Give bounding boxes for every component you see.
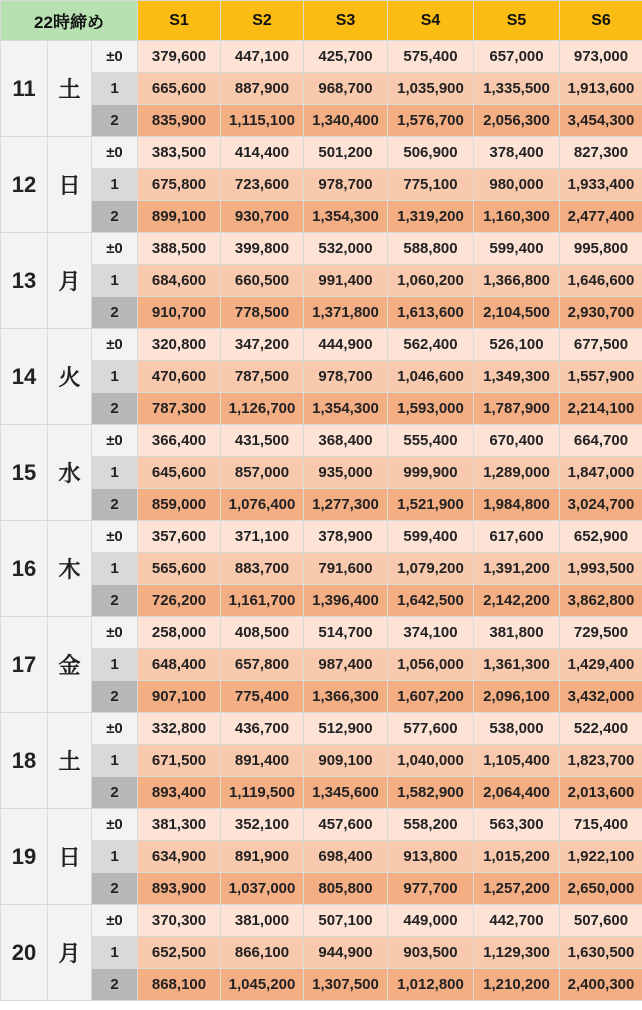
column-header-s4: S4 (388, 1, 474, 41)
value-cell: 1,345,600 (304, 777, 388, 809)
level-label: ±0 (92, 905, 138, 937)
value-cell: 1,015,200 (474, 841, 560, 873)
value-cell: 698,400 (304, 841, 388, 873)
value-cell: 1,035,900 (388, 73, 474, 105)
value-cell: 577,600 (388, 713, 474, 745)
value-cell: 588,800 (388, 233, 474, 265)
level-label: 1 (92, 265, 138, 297)
table-row (1, 937, 642, 969)
value-cell: 729,500 (560, 617, 642, 649)
value-cell: 379,600 (138, 41, 221, 73)
value-cell: 1,161,700 (221, 585, 304, 617)
value-cell: 1,319,200 (388, 201, 474, 233)
value-cell: 913,800 (388, 841, 474, 873)
value-cell: 887,900 (221, 73, 304, 105)
table-row (1, 969, 642, 1001)
table-row (1, 105, 642, 137)
value-cell: 835,900 (138, 105, 221, 137)
value-cell: 684,600 (138, 265, 221, 297)
level-label: 1 (92, 841, 138, 873)
value-cell: 1,429,400 (560, 649, 642, 681)
value-cell: 383,500 (138, 137, 221, 169)
day-weekday: 日 (48, 137, 92, 233)
table-row (1, 713, 642, 745)
value-cell: 866,100 (221, 937, 304, 969)
table-row (1, 425, 642, 457)
value-cell: 3,024,700 (560, 489, 642, 521)
level-label: 2 (92, 105, 138, 137)
level-label: 1 (92, 457, 138, 489)
value-cell: 787,500 (221, 361, 304, 393)
value-cell: 670,400 (474, 425, 560, 457)
value-cell: 617,600 (474, 521, 560, 553)
value-cell: 677,500 (560, 329, 642, 361)
value-cell: 883,700 (221, 553, 304, 585)
value-cell: 1,371,800 (304, 297, 388, 329)
value-cell: 425,700 (304, 41, 388, 73)
value-cell: 1,933,400 (560, 169, 642, 201)
day-date: 16 (1, 521, 48, 617)
value-cell: 930,700 (221, 201, 304, 233)
value-cell: 565,600 (138, 553, 221, 585)
value-cell: 857,000 (221, 457, 304, 489)
value-cell: 978,700 (304, 361, 388, 393)
table-row (1, 489, 642, 521)
table-row (1, 329, 642, 361)
value-cell: 507,600 (560, 905, 642, 937)
table-row (1, 617, 642, 649)
value-cell: 968,700 (304, 73, 388, 105)
day-date: 12 (1, 137, 48, 233)
value-cell: 935,000 (304, 457, 388, 489)
table-row (1, 553, 642, 585)
value-cell: 1,847,000 (560, 457, 642, 489)
table-body (1, 41, 642, 1001)
level-label: 1 (92, 745, 138, 777)
value-cell: 634,900 (138, 841, 221, 873)
value-cell: 987,400 (304, 649, 388, 681)
value-cell: 1,823,700 (560, 745, 642, 777)
table-row (1, 73, 642, 105)
day-weekday: 土 (48, 713, 92, 809)
day-date: 13 (1, 233, 48, 329)
table-row (1, 361, 642, 393)
table-row (1, 521, 642, 553)
value-cell: 1,646,600 (560, 265, 642, 297)
value-cell: 332,800 (138, 713, 221, 745)
value-cell: 1,210,200 (474, 969, 560, 1001)
level-label: 1 (92, 169, 138, 201)
value-cell: 381,000 (221, 905, 304, 937)
value-cell: 371,100 (221, 521, 304, 553)
level-label: 2 (92, 393, 138, 425)
table-row (1, 809, 642, 841)
cutoff-label: 22時締め (1, 1, 138, 41)
value-cell: 1,354,300 (304, 393, 388, 425)
table-row (1, 649, 642, 681)
value-cell: 399,800 (221, 233, 304, 265)
value-cell: 514,700 (304, 617, 388, 649)
value-cell: 1,593,000 (388, 393, 474, 425)
value-cell: 1,787,900 (474, 393, 560, 425)
value-cell: 442,700 (474, 905, 560, 937)
level-label: ±0 (92, 41, 138, 73)
value-cell: 980,000 (474, 169, 560, 201)
day-weekday: 土 (48, 41, 92, 137)
day-date: 15 (1, 425, 48, 521)
value-cell: 501,200 (304, 137, 388, 169)
value-cell: 791,600 (304, 553, 388, 585)
value-cell: 357,600 (138, 521, 221, 553)
level-label: ±0 (92, 233, 138, 265)
value-cell: 1,060,200 (388, 265, 474, 297)
level-label: 2 (92, 873, 138, 905)
value-cell: 1,984,800 (474, 489, 560, 521)
value-cell: 1,076,400 (221, 489, 304, 521)
value-cell: 978,700 (304, 169, 388, 201)
level-label: 2 (92, 777, 138, 809)
value-cell: 903,500 (388, 937, 474, 969)
value-cell: 512,900 (304, 713, 388, 745)
value-cell: 447,100 (221, 41, 304, 73)
value-cell: 2,096,100 (474, 681, 560, 713)
value-cell: 370,300 (138, 905, 221, 937)
level-label: 2 (92, 201, 138, 233)
value-cell: 1,340,400 (304, 105, 388, 137)
value-cell: 444,900 (304, 329, 388, 361)
value-cell: 652,900 (560, 521, 642, 553)
value-cell: 378,900 (304, 521, 388, 553)
value-cell: 457,600 (304, 809, 388, 841)
day-weekday: 月 (48, 233, 92, 329)
value-cell: 563,300 (474, 809, 560, 841)
value-cell: 2,142,200 (474, 585, 560, 617)
value-cell: 977,700 (388, 873, 474, 905)
table-row (1, 233, 642, 265)
table-row (1, 137, 642, 169)
value-cell: 1,913,600 (560, 73, 642, 105)
table-row (1, 265, 642, 297)
level-label: ±0 (92, 329, 138, 361)
value-cell: 2,214,100 (560, 393, 642, 425)
value-cell: 1,079,200 (388, 553, 474, 585)
value-cell: 378,400 (474, 137, 560, 169)
table-row (1, 681, 642, 713)
value-cell: 1,396,400 (304, 585, 388, 617)
value-cell: 665,600 (138, 73, 221, 105)
value-cell: 352,100 (221, 809, 304, 841)
level-label: 2 (92, 681, 138, 713)
value-cell: 374,100 (388, 617, 474, 649)
value-cell: 258,000 (138, 617, 221, 649)
day-weekday: 木 (48, 521, 92, 617)
value-cell: 1,576,700 (388, 105, 474, 137)
level-label: 2 (92, 969, 138, 1001)
value-cell: 909,100 (304, 745, 388, 777)
value-cell: 660,500 (221, 265, 304, 297)
value-cell: 775,400 (221, 681, 304, 713)
value-cell: 991,400 (304, 265, 388, 297)
level-label: ±0 (92, 425, 138, 457)
column-header-s2: S2 (221, 1, 304, 41)
value-cell: 657,000 (474, 41, 560, 73)
level-label: ±0 (92, 137, 138, 169)
value-cell: 999,900 (388, 457, 474, 489)
table-row (1, 841, 642, 873)
value-cell: 562,400 (388, 329, 474, 361)
value-cell: 787,300 (138, 393, 221, 425)
table-row (1, 905, 642, 937)
value-cell: 1,366,800 (474, 265, 560, 297)
day-weekday: 水 (48, 425, 92, 521)
value-cell: 1,119,500 (221, 777, 304, 809)
value-cell: 648,400 (138, 649, 221, 681)
column-header-s5: S5 (474, 1, 560, 41)
table-row (1, 41, 642, 73)
day-date: 11 (1, 41, 48, 137)
table-row (1, 777, 642, 809)
day-date: 18 (1, 713, 48, 809)
value-cell: 2,104,500 (474, 297, 560, 329)
value-cell: 1,607,200 (388, 681, 474, 713)
day-date: 19 (1, 809, 48, 905)
day-date: 20 (1, 905, 48, 1001)
day-weekday: 火 (48, 329, 92, 425)
value-cell: 778,500 (221, 297, 304, 329)
header-row (1, 1, 642, 41)
value-cell: 2,013,600 (560, 777, 642, 809)
value-cell: 1,045,200 (221, 969, 304, 1001)
day-weekday: 金 (48, 617, 92, 713)
table-row (1, 745, 642, 777)
value-cell: 532,000 (304, 233, 388, 265)
value-cell: 1,046,600 (388, 361, 474, 393)
value-cell: 538,000 (474, 713, 560, 745)
value-cell: 1,289,000 (474, 457, 560, 489)
column-header-s1: S1 (138, 1, 221, 41)
level-label: 1 (92, 361, 138, 393)
value-cell: 1,335,500 (474, 73, 560, 105)
value-cell: 3,862,800 (560, 585, 642, 617)
value-cell: 449,000 (388, 905, 474, 937)
value-cell: 723,600 (221, 169, 304, 201)
value-cell: 907,100 (138, 681, 221, 713)
value-cell: 1,037,000 (221, 873, 304, 905)
value-cell: 1,160,300 (474, 201, 560, 233)
table-row (1, 585, 642, 617)
table-row (1, 393, 642, 425)
value-cell: 414,400 (221, 137, 304, 169)
value-cell: 805,800 (304, 873, 388, 905)
value-cell: 891,400 (221, 745, 304, 777)
value-cell: 1,349,300 (474, 361, 560, 393)
value-cell: 973,000 (560, 41, 642, 73)
value-cell: 381,800 (474, 617, 560, 649)
level-label: ±0 (92, 521, 138, 553)
value-cell: 1,056,000 (388, 649, 474, 681)
value-cell: 1,105,400 (474, 745, 560, 777)
value-cell: 3,454,300 (560, 105, 642, 137)
value-cell: 575,400 (388, 41, 474, 73)
value-cell: 558,200 (388, 809, 474, 841)
level-label: 2 (92, 489, 138, 521)
day-weekday: 月 (48, 905, 92, 1001)
table-row (1, 873, 642, 905)
column-header-s3: S3 (304, 1, 388, 41)
value-cell: 2,056,300 (474, 105, 560, 137)
value-cell: 1,366,300 (304, 681, 388, 713)
level-label: 1 (92, 649, 138, 681)
table-row (1, 457, 642, 489)
value-cell: 1,040,000 (388, 745, 474, 777)
value-cell: 320,800 (138, 329, 221, 361)
value-cell: 388,500 (138, 233, 221, 265)
value-cell: 599,400 (388, 521, 474, 553)
day-date: 14 (1, 329, 48, 425)
value-cell: 431,500 (221, 425, 304, 457)
value-cell: 1,012,800 (388, 969, 474, 1001)
value-cell: 891,900 (221, 841, 304, 873)
value-cell: 675,800 (138, 169, 221, 201)
value-cell: 715,400 (560, 809, 642, 841)
value-cell: 2,650,000 (560, 873, 642, 905)
value-cell: 1,277,300 (304, 489, 388, 521)
value-cell: 1,126,700 (221, 393, 304, 425)
value-cell: 827,300 (560, 137, 642, 169)
value-cell: 1,129,300 (474, 937, 560, 969)
level-label: 1 (92, 553, 138, 585)
level-label: 2 (92, 297, 138, 329)
value-cell: 347,200 (221, 329, 304, 361)
value-cell: 910,700 (138, 297, 221, 329)
value-cell: 775,100 (388, 169, 474, 201)
level-label: 1 (92, 937, 138, 969)
value-cell: 1,391,200 (474, 553, 560, 585)
value-cell: 1,642,500 (388, 585, 474, 617)
level-label: 2 (92, 585, 138, 617)
value-cell: 893,900 (138, 873, 221, 905)
value-cell: 408,500 (221, 617, 304, 649)
value-cell: 436,700 (221, 713, 304, 745)
value-cell: 368,400 (304, 425, 388, 457)
value-cell: 366,400 (138, 425, 221, 457)
value-cell: 868,100 (138, 969, 221, 1001)
table-row (1, 201, 642, 233)
value-cell: 1,582,900 (388, 777, 474, 809)
value-cell: 2,064,400 (474, 777, 560, 809)
table-row (1, 297, 642, 329)
value-cell: 899,100 (138, 201, 221, 233)
value-cell: 555,400 (388, 425, 474, 457)
value-cell: 1,993,500 (560, 553, 642, 585)
column-header-s6: S6 (560, 1, 642, 41)
value-cell: 1,557,900 (560, 361, 642, 393)
value-cell: 507,100 (304, 905, 388, 937)
value-cell: 381,300 (138, 809, 221, 841)
value-cell: 526,100 (474, 329, 560, 361)
value-cell: 1,257,200 (474, 873, 560, 905)
value-cell: 522,400 (560, 713, 642, 745)
day-weekday: 日 (48, 809, 92, 905)
level-label: ±0 (92, 617, 138, 649)
table-row (1, 169, 642, 201)
day-date: 17 (1, 617, 48, 713)
value-cell: 2,930,700 (560, 297, 642, 329)
value-cell: 1,361,300 (474, 649, 560, 681)
value-cell: 893,400 (138, 777, 221, 809)
value-cell: 1,630,500 (560, 937, 642, 969)
level-label: ±0 (92, 809, 138, 841)
value-cell: 995,800 (560, 233, 642, 265)
value-cell: 859,000 (138, 489, 221, 521)
value-cell: 2,400,300 (560, 969, 642, 1001)
value-cell: 1,922,100 (560, 841, 642, 873)
level-label: ±0 (92, 713, 138, 745)
value-cell: 645,600 (138, 457, 221, 489)
value-cell: 1,354,300 (304, 201, 388, 233)
value-cell: 657,800 (221, 649, 304, 681)
value-cell: 944,900 (304, 937, 388, 969)
value-cell: 1,521,900 (388, 489, 474, 521)
value-cell: 2,477,400 (560, 201, 642, 233)
value-cell: 664,700 (560, 425, 642, 457)
value-cell: 652,500 (138, 937, 221, 969)
value-cell: 1,307,500 (304, 969, 388, 1001)
value-cell: 671,500 (138, 745, 221, 777)
value-cell: 506,900 (388, 137, 474, 169)
value-cell: 726,200 (138, 585, 221, 617)
level-label: 1 (92, 73, 138, 105)
value-cell: 3,432,000 (560, 681, 642, 713)
value-cell: 470,600 (138, 361, 221, 393)
value-cell: 599,400 (474, 233, 560, 265)
value-cell: 1,115,100 (221, 105, 304, 137)
value-cell: 1,613,600 (388, 297, 474, 329)
